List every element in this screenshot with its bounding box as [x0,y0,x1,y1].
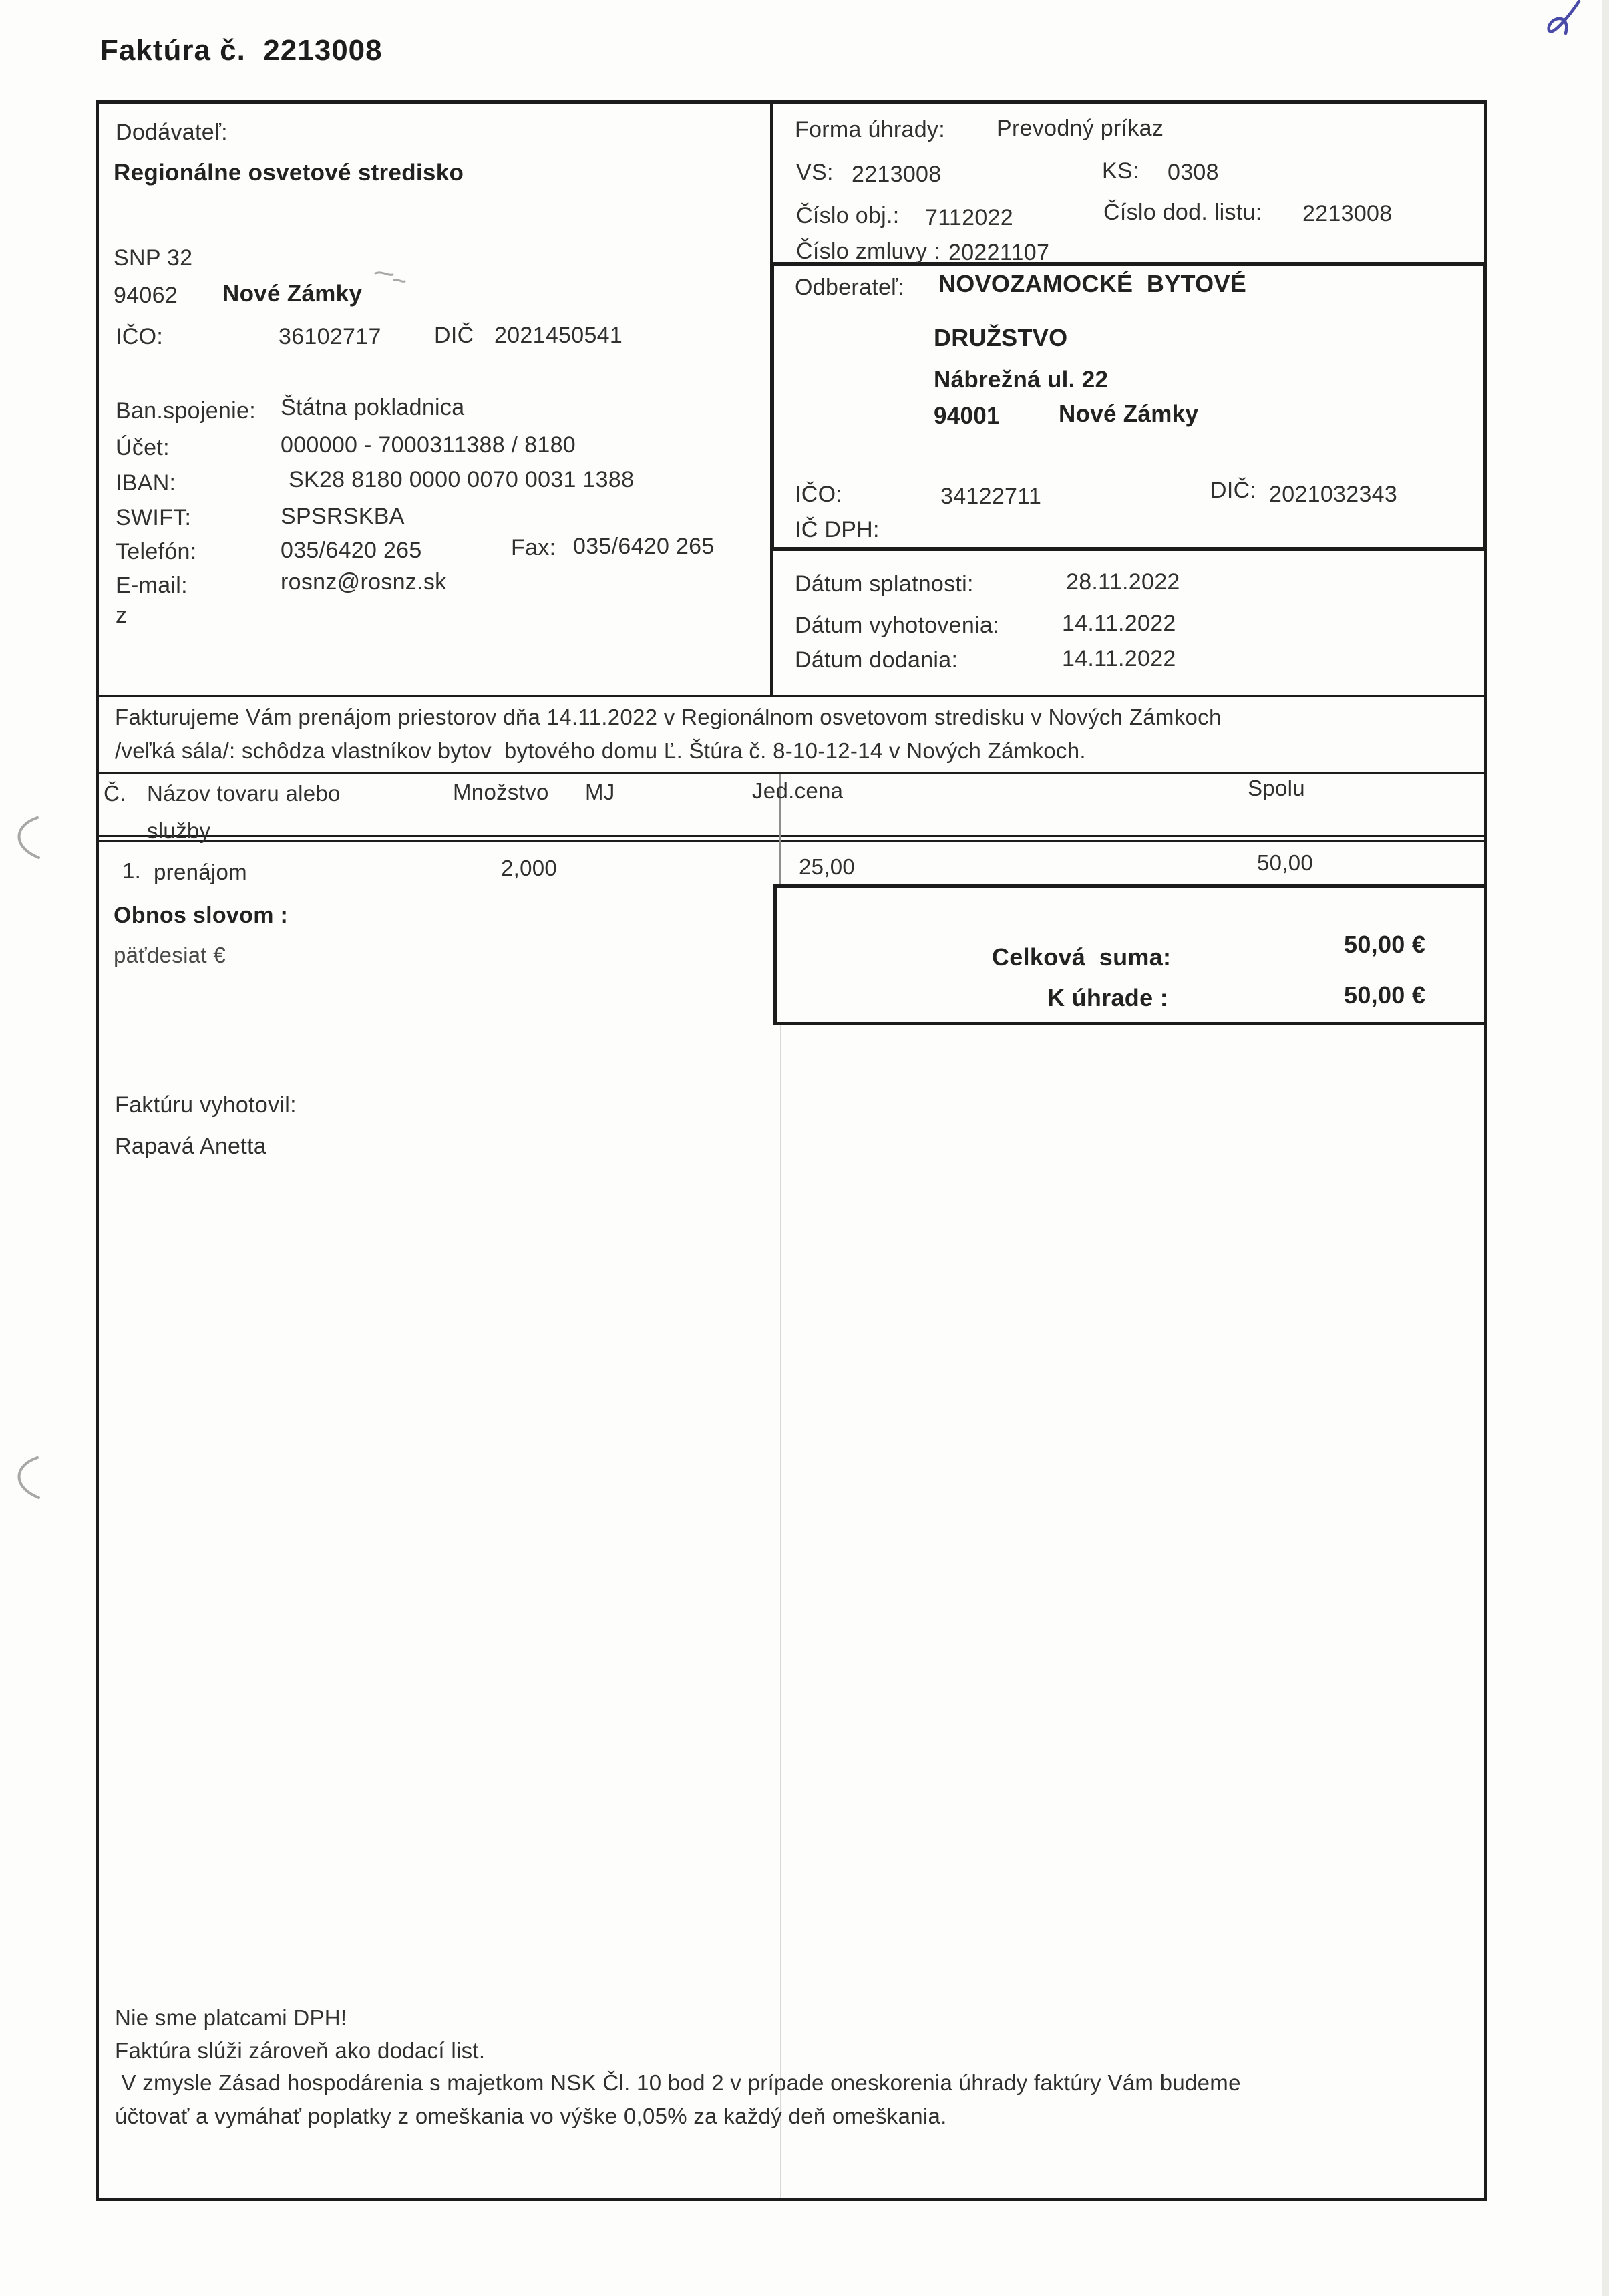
col-header-qty: Množstvo [453,780,549,804]
supplier-city: Nové Zámky [222,281,363,307]
supplier-dic-label: DIČ [434,323,474,348]
supplier-ico-label: IČO: [116,324,164,349]
description-line-2: /veľká sála/: schôdza vlastníkov bytov bytového domu Ľ. Štúra č. 8-10-12-14 v Nových Zámkoch. [115,738,1086,763]
supplier-bank-value: Štátna pokladnica [281,395,465,420]
supplier-phone-label: Telefón: [116,539,197,564]
customer-city: Nové Zámky [1059,401,1199,427]
customer-zip: 94001 [934,403,1000,429]
customer-ico-value: 34122711 [940,484,1042,509]
payment-vs-label: VS: [796,160,834,185]
row-qty: 2,000 [501,856,558,880]
date-delivery-value: 14.11.2022 [1062,646,1176,671]
col-header-name-line1: Názov tovaru alebo [147,781,341,806]
issued-by-name: Rapavá Anetta [115,1134,266,1159]
supplier-name: Regionálne osvetové stredisko [114,160,464,186]
issued-by-label: Faktúru vyhotovil: [115,1092,297,1118]
date-issued-value: 14.11.2022 [1062,611,1176,636]
supplier-phone-value: 035/6420 265 [281,538,422,563]
supplier-account-value: 000000 - 7000311388 / 8180 [281,432,576,458]
row-name: prenájom [154,860,247,884]
row-num: 1. [122,858,142,883]
amount-due-value: 50,00 € [1344,981,1426,1009]
supplier-ico-value: 36102717 [279,324,381,349]
scan-crease-line [780,1025,781,2198]
supplier-fax-value: 035/6420 265 [573,534,715,559]
total-sum-label: Celková suma: [992,943,1172,971]
footer-note-4: účtovať a vymáhať poplatky z omeškania vo výške 0,05% za každý deň omeškania. [115,2104,947,2128]
customer-name-line2: DRUŽSTVO [934,324,1068,351]
payment-vs-value: 2213008 [852,162,942,187]
payment-order-value: 7112022 [925,205,1013,230]
punch-arc-icon [8,816,43,860]
customer-name-line1: NOVOZAMOCKÉ BYTOVÉ [938,270,1247,297]
amount-due-label: K úhrade : [1047,984,1169,1011]
description-line-1: Fakturujeme Vám prenájom priestorov dňa 14.11.2022 v Regionálnom osvetovom stredisku v Nových Zámkoch [115,705,1222,729]
footer-note-2: Faktúra slúži zároveň ako dodací list. [115,2038,486,2063]
amount-words-value: päťdesiat € [114,943,226,967]
description-separator-line [96,772,1487,774]
customer-label: Odberateľ: [795,275,905,300]
col-header-unit-price: Jed.cena [752,778,844,803]
customer-dic-label: DIČ: [1210,478,1257,503]
payment-ks-value: 0308 [1168,160,1219,185]
supplier-zip: 94062 [114,283,178,308]
supplier-email-value: rosnz@rosnz.sk [281,569,447,595]
supplier-iban-label: IBAN: [116,470,176,496]
payment-contract-label: Číslo zmluvy : [796,238,940,264]
table-header-rule-top [96,835,1487,837]
payment-delivery-note-value: 2213008 [1302,201,1393,226]
pen-mark-icon [1542,0,1586,37]
table-header-rule-bottom [96,840,1487,842]
payment-contract-value: 20221107 [948,240,1050,265]
customer-icdph-label: IČ DPH: [795,517,880,542]
payment-ks-label: KS: [1102,158,1139,184]
supplier-dic-value: 2021450541 [494,323,623,348]
payment-delivery-note-label: Číslo dod. listu: [1103,200,1262,225]
supplier-fax-label: Fax: [511,535,556,560]
row-unit-price: 25,00 [799,854,856,879]
amount-words-label: Obnos slovom : [114,903,289,928]
punch-arc-icon [8,1456,43,1500]
date-due-label: Dátum splatnosti: [795,571,974,597]
supplier-bank-label: Ban.spojenie: [116,398,256,424]
customer-ico-label: IČO: [795,482,843,507]
supplier-label: Dodávateľ: [116,120,228,145]
footer-note-1: Nie sme platcami DPH! [115,2005,347,2030]
supplier-swift-label: SWIFT: [116,505,192,530]
col-header-name-line2: služby [147,818,211,843]
customer-street: Nábrežná ul. 22 [934,367,1109,393]
date-due-value: 28.11.2022 [1066,569,1180,595]
customer-dic-value: 2021032343 [1269,482,1398,507]
date-issued-label: Dátum vyhotovenia: [795,613,999,638]
col-header-num: Č. [104,781,126,806]
payment-form-value: Prevodný príkaz [997,116,1164,141]
supplier-swift-value: SPSRSKBA [281,504,405,529]
footer-note-3: V zmysle Zásad hospodárenia s majetkom NSK Čl. 10 bod 2 v prípade oneskorenia úhrady faktúry Vám budeme [115,2070,1241,2095]
payment-order-label: Číslo obj.: [796,203,900,228]
date-delivery-label: Dátum dodania: [795,647,958,673]
supplier-account-label: Účet: [116,435,170,460]
supplier-street: SNP 32 [114,245,193,271]
supplier-email-label: E-mail: [116,572,188,598]
header-separator-line [96,695,1487,697]
row-total: 50,00 [1257,850,1314,875]
col-header-unit: MJ [585,780,615,804]
col-header-total: Spolu [1248,776,1305,800]
supplier-stray-char: z [116,603,128,628]
invoice-title: Faktúra č. 2213008 [100,34,383,67]
total-sum-value: 50,00 € [1344,931,1426,958]
payment-form-label: Forma úhrady: [795,117,945,142]
scan-edge-shadow [1602,0,1609,2296]
scratch-mark-icon [374,269,406,287]
supplier-iban-value: SK28 8180 0000 0070 0031 1388 [289,467,635,492]
